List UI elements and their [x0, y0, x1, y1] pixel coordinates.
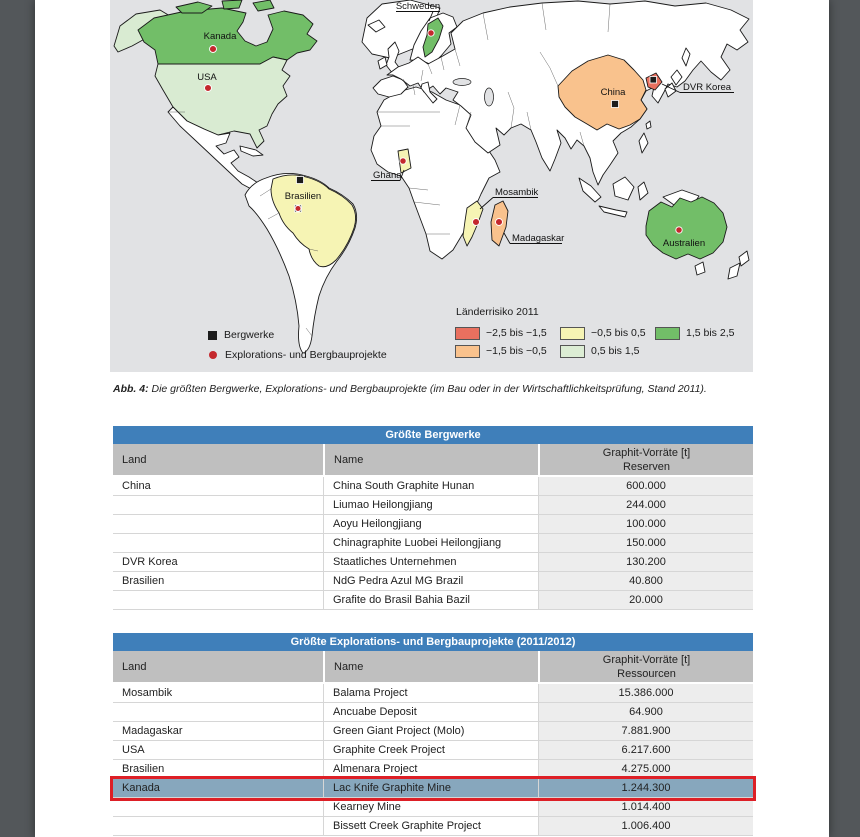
cell-name: Bissett Creek Graphite Project	[323, 817, 538, 835]
cell-land	[113, 534, 323, 552]
cell-value: 6.217.600	[538, 741, 753, 759]
cell-value: 64.900	[538, 703, 753, 721]
risk-legend-item	[455, 342, 547, 360]
table-row	[113, 798, 753, 817]
cell-name: Ancuabe Deposit	[323, 703, 538, 721]
marker-legend-projekte	[208, 345, 387, 365]
cell-value: 1.006.400	[538, 817, 753, 835]
risk-label: 1,5 bis 2,5	[686, 327, 735, 339]
cell-name: Graphite Creek Project	[323, 741, 538, 759]
cell-name: Aoyu Heilongjiang	[323, 515, 538, 533]
table-row	[113, 684, 753, 703]
table-groesste-projekte	[113, 633, 753, 836]
projekt-marker-mosambik	[473, 219, 480, 226]
cell-value: 1.014.400	[538, 798, 753, 816]
cell-land	[113, 515, 323, 533]
arctic-island	[222, 0, 242, 9]
bergwerk-marker-brasilien	[297, 177, 304, 184]
cell-value: 7.881.900	[538, 722, 753, 740]
cell-value: 20.000	[538, 591, 753, 609]
map-label-mosambik: Mosambik	[495, 187, 539, 198]
map-label-ghana: Ghana	[373, 170, 402, 181]
highlighted-row-kanada-lac-knife	[113, 779, 753, 798]
risk-legend-column	[655, 324, 734, 342]
risk-legend-item	[655, 324, 734, 342]
risk-legend-column	[560, 324, 646, 360]
table-row	[113, 496, 753, 515]
cell-name: Chinagraphite Luobei Heilongjiang	[323, 534, 538, 552]
risk-swatch	[655, 327, 680, 340]
cell-value: 600.000	[538, 477, 753, 495]
bergwerk-marker-dvr-korea	[650, 77, 657, 84]
cell-land: Kanada	[113, 779, 323, 797]
map-label-kanada: Kanada	[203, 31, 237, 42]
map-label-usa: USA	[197, 72, 217, 83]
cell-value: 130.200	[538, 553, 753, 571]
table-header-row	[113, 444, 753, 477]
risk-legend-item	[560, 342, 646, 360]
risk-swatch	[560, 327, 585, 340]
cell-value: 1.244.300	[538, 779, 753, 797]
table-row	[113, 741, 753, 760]
cell-name: Staatliches Unternehmen	[323, 553, 538, 571]
column-header-name: Name	[323, 651, 538, 682]
column-header-value	[538, 651, 753, 682]
map-label-australien: Australien	[662, 238, 706, 249]
world-map-figure	[110, 0, 753, 372]
bergwerk-marker-china	[612, 101, 619, 108]
column-header-value-line2: Ressourcen	[617, 667, 676, 680]
cell-land: DVR Korea	[113, 553, 323, 571]
cell-value: 4.275.000	[538, 760, 753, 778]
cell-name: China South Graphite Hunan	[323, 477, 538, 495]
column-header-value-line1: Graphit-Vorräte [t]	[602, 446, 691, 459]
column-header-name: Name	[323, 444, 538, 475]
column-header-value-line2: Reserven	[622, 460, 671, 473]
risk-legend-item	[455, 324, 547, 342]
document-page	[35, 0, 829, 837]
table-row	[113, 553, 753, 572]
table-header-row	[113, 651, 753, 684]
cell-name: NdG Pedra Azul MG Brazil	[323, 572, 538, 590]
cell-land: Madagaskar	[113, 722, 323, 740]
cell-name: Balama Project	[323, 684, 538, 702]
table-row	[113, 817, 753, 836]
marker-legend-bergwerke	[208, 325, 387, 345]
risk-legend-title: Länderrisiko 2011	[456, 306, 539, 318]
projekt-marker-ghana	[400, 158, 406, 164]
risk-swatch	[455, 345, 480, 358]
table-row	[113, 477, 753, 496]
map-label-china: China	[600, 87, 626, 98]
projekt-marker-brasilien	[295, 206, 301, 212]
projekt-marker-usa	[205, 85, 212, 92]
map-label-schweden: Schweden	[395, 1, 441, 12]
risk-label: 0,5 bis 1,5	[591, 345, 640, 357]
column-header-land: Land	[113, 651, 323, 682]
cell-value: 40.800	[538, 572, 753, 590]
risk-label: −1,5 bis −0,5	[486, 345, 547, 357]
cell-land: China	[113, 477, 323, 495]
table-groesste-bergwerke	[113, 426, 753, 610]
projekt-marker-madagaskar	[496, 219, 503, 226]
map-label-madagaskar: Madagaskar	[512, 233, 565, 244]
cell-value: 15.386.000	[538, 684, 753, 702]
black-sea	[453, 79, 471, 86]
table-row	[113, 515, 753, 534]
marker-legend-label: Explorations- und Bergbauprojekte	[225, 349, 387, 361]
projekt-marker-kanada	[210, 46, 217, 53]
risk-legend-column	[455, 324, 547, 360]
risk-label: −2,5 bis −1,5	[486, 327, 547, 339]
figure-caption-text: Die größten Bergwerke, Explorations- und Bergbauprojekte (im Bau oder in der Wirtschaftlichkeitsprüfung, Stand 2011).	[148, 383, 707, 395]
column-header-value	[538, 444, 753, 475]
projekt-marker-icon	[209, 351, 217, 359]
risk-legend-item	[560, 324, 646, 342]
risk-swatch	[560, 345, 585, 358]
table-row	[113, 591, 753, 610]
caspian-sea	[485, 88, 494, 106]
table-row	[113, 534, 753, 553]
figure-caption	[113, 383, 773, 396]
cell-land	[113, 798, 323, 816]
column-header-value-line1: Graphit-Vorräte [t]	[602, 653, 691, 666]
cell-land: Brasilien	[113, 760, 323, 778]
cell-value: 150.000	[538, 534, 753, 552]
map-label-dvr-korea: DVR Korea	[683, 82, 732, 93]
table-row	[113, 703, 753, 722]
cell-land: USA	[113, 741, 323, 759]
marker-legend-label: Bergwerke	[224, 329, 275, 341]
table-row	[113, 722, 753, 741]
cell-value: 100.000	[538, 515, 753, 533]
table-row	[113, 760, 753, 779]
cell-name: Almenara Project	[323, 760, 538, 778]
cell-name: Lac Knife Graphite Mine	[323, 779, 538, 797]
table-title-bar: Größte Explorations- und Bergbauprojekte (2011/2012)	[113, 633, 753, 651]
cell-name: Liumao Heilongjiang	[323, 496, 538, 514]
risk-swatch	[455, 327, 480, 340]
column-header-land: Land	[113, 444, 323, 475]
cell-land: Mosambik	[113, 684, 323, 702]
figure-caption-prefix: Abb. 4:	[113, 383, 149, 395]
cell-land	[113, 496, 323, 514]
table-title-bar: Größte Bergwerke	[113, 426, 753, 444]
cell-land	[113, 703, 323, 721]
cell-name: Kearney Mine	[323, 798, 538, 816]
cell-land	[113, 591, 323, 609]
cell-land: Brasilien	[113, 572, 323, 590]
cell-name: Grafite do Brasil Bahia Bazil	[323, 591, 538, 609]
cell-value: 244.000	[538, 496, 753, 514]
cell-name: Green Giant Project (Molo)	[323, 722, 538, 740]
projekt-marker-schweden	[428, 30, 434, 36]
table-row	[113, 572, 753, 591]
risk-label: −0,5 bis 0,5	[591, 327, 646, 339]
world-map	[110, 0, 753, 372]
bergwerk-marker-icon	[208, 331, 217, 340]
marker-legend	[208, 325, 387, 365]
map-label-brasilien: Brasilien	[284, 191, 322, 202]
cell-land	[113, 817, 323, 835]
projekt-marker-australien	[676, 227, 682, 233]
